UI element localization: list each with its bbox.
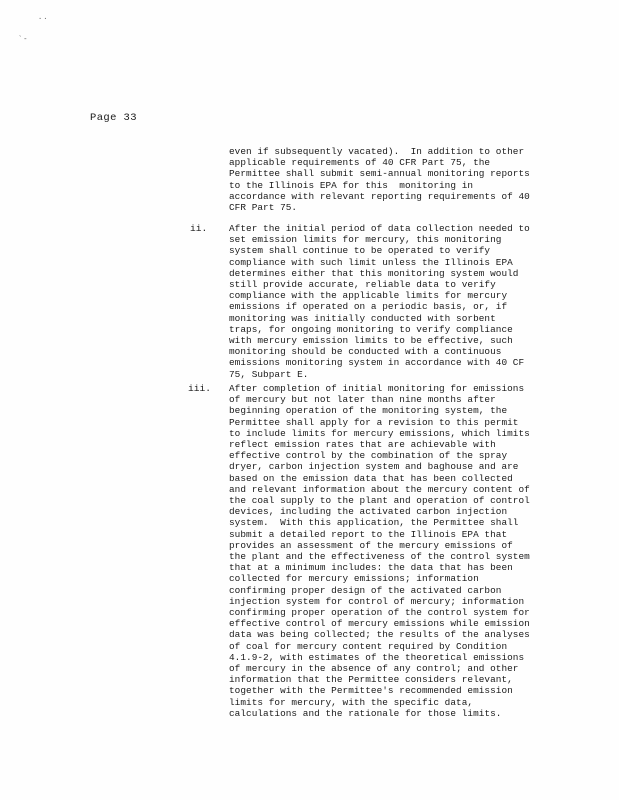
item-iii-paragraph: After completion of initial monitoring for emissions of mercury but not later than nine months after beginning operation of the monitoring system, the Permittee shall apply for a revision to this permit to include limits for mercury emissions, which limits reflect emission rates that are achievable with effective control by the combination of the spray dryer, carbon injection system and baghouse and are based on the emission data that has been collected and relevant information about the mercury content of the coal supply to the plant and operation of control devices, including the activated carbon injection system. With this application, the Permittee shall submit a detailed report to the Illinois EPA that provides an assessment of the mercury emissions of the plant and the effectiveness of the control system that at a minimum includes: the data that has been collected for mercury emissions; information confirming proper design of the activated carbon injection system for control of mercury; information confirming proper operation of the control system for effective control of mercury emissions while emission data was being collected; the results of the analyses of coal for mercury content required by Condition 4.1.9-2, with estimates of the theoretical emissions of mercury in the absence of any control; and other information that the Permittee considers relevant, together with the Permittee's recommended emission limits for mercury, with the specific data, calculations and the rationale for those limits. xyxy=(229,383,530,719)
item-label-ii: ii. xyxy=(190,223,208,234)
item-label-iii: iii. xyxy=(188,383,212,394)
margin-mark: `- xyxy=(18,36,29,44)
intro-continuation-paragraph: even if subsequently vacated). In addition to other applicable requirements of 40 CFR Part 75, the Permittee shall submit semi-annual monitoring reports to the Illinois EPA for this monitoring in accordance with relevant reporting requirements of 40 CFR Part 75. xyxy=(229,146,530,214)
item-ii-paragraph: After the initial period of data collection needed to set emission limits for mercury, this monitoring system shall continue to be operated to verify compliance with such limit unless the Illinois EPA determines either that this monitoring system would still provide accurate, reliable data to verify compliance with the applicable limits for mercury emissions if operated on a periodic basis, or, if monitoring was initially conducted with sorbent traps, for ongoing monitoring to verify compliance with mercury emission limits to be effective, such monitoring should be conducted with a continuous emissions monitoring system in accordance with 40 CF 75, Subpart E. xyxy=(229,223,530,380)
page-number: Page 33 xyxy=(90,112,137,124)
margin-mark: .. xyxy=(38,14,49,22)
